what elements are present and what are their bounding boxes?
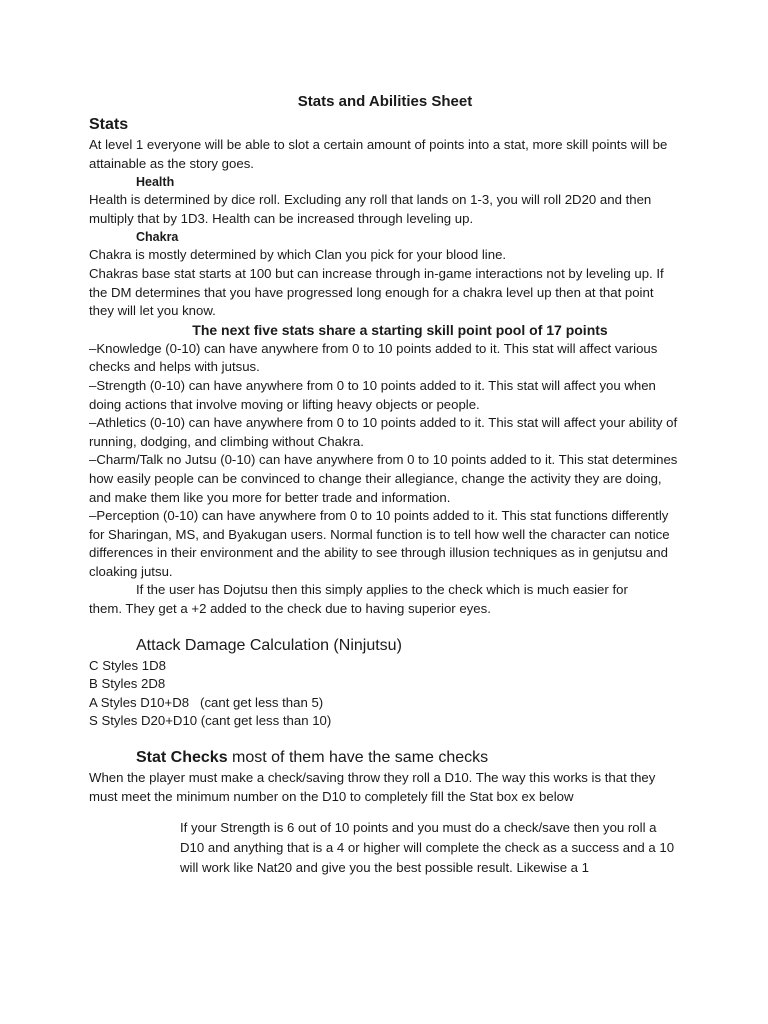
stats-heading: Stats — [89, 116, 129, 133]
stat-checks-text: When the player must make a check/saving throw they roll a D10. The way this works is that they must meet the minimum number on the D10 to completely fill the Stat box ex below — [89, 770, 656, 804]
attack-row-s: S Styles D20+D10 (cant get less than 10) — [89, 713, 332, 729]
dojutsu-note-line-1: If the user has Dojutsu then this simply applies to the check which is much easier for — [136, 582, 628, 598]
health-text: Health is determined by dice roll. Excluding any roll that lands on 1-3, you will roll 2D20 and then multiply that by 1D3. Health can be increased through leveling up. — [89, 192, 652, 226]
chakra-heading: Chakra — [136, 230, 179, 245]
attack-row-c: C Styles 1D8 — [89, 657, 166, 673]
page-title: Stats and Abilities Sheet — [297, 93, 473, 110]
stat-item-strength: –Strength (0-10) can have anywhere from 0 to 10 points added to it. This stat will affect you when doing actions that involve moving or lifting heavy objects or people. — [89, 377, 656, 412]
stat-item-athletics: –Athletics (0-10) can have anywhere from 0 to 10 points added to it. This stat will affect your ability of running, dodging, and climbing without Chakra. — [89, 415, 678, 449]
stats-intro: At level 1 everyone will be able to slot a certain amount of points into a stat, more skill points will be attainable as the story goes. — [89, 137, 668, 171]
stat-item-perception: –Perception (0-10) can have anywhere from 0 to 10 points added to it. This stat functions differently for Sharingan, MS, and Byakugan users. Normal function is to tell how well the character can notice differences in their environment and the ability to see through illusion techniques as in genjutsu and cloaking jutsu. — [89, 508, 670, 579]
chakra-text-2: Chakras base stat starts at 100 but can increase through in-game interactions not by leveling up. If the DM determines that you have progressed long enough for a chakra level up then at that point they will let you know. — [89, 265, 664, 319]
attack-heading: Attack Damage Calculation (Ninjutsu) — [136, 636, 402, 654]
stat-checks-example: If your Strength is 6 out of 10 points and you must do a check/save then you roll a D10 and anything that is a 4 or higher will complete the check as a success and a 10 will work like Nat20 and give you the best possible result. Likewise a 1 — [180, 820, 675, 876]
attack-list — [89, 657, 681, 731]
chakra-text-1: Chakra is mostly determined by which Clan you pick for your blood line. — [89, 247, 507, 263]
stat-checks-heading-rest: most of them have the same checks — [227, 749, 489, 767]
dojutsu-note-line-2: them. They get a +2 added to the check due to having superior eyes. — [89, 601, 491, 617]
attack-row-a: A Styles D10+D8 (cant get less than 5) — [89, 694, 324, 710]
health-heading: Health — [136, 175, 175, 190]
attack-row-b: B Styles 2D8 — [89, 676, 166, 692]
skill-pool-heading: The next five stats share a starting skill point pool of 17 points — [192, 321, 608, 338]
stat-item-charm: –Charm/Talk no Jutsu (0-10) can have anywhere from 0 to 10 points added to it. This stat determines how easily people can be convinced to change their allegiance, change the activity they are doing, and make them like you more for better trade and information. — [89, 452, 678, 505]
document-body — [89, 92, 681, 878]
stat-checks-heading — [89, 747, 681, 769]
stat-checks-heading-bold: Stat Checks — [136, 749, 228, 767]
stat-item-knowledge: –Knowledge (0-10) can have anywhere from 0 to 10 points added to it. This stat will affect various checks and helps with jutsus. — [89, 340, 658, 375]
